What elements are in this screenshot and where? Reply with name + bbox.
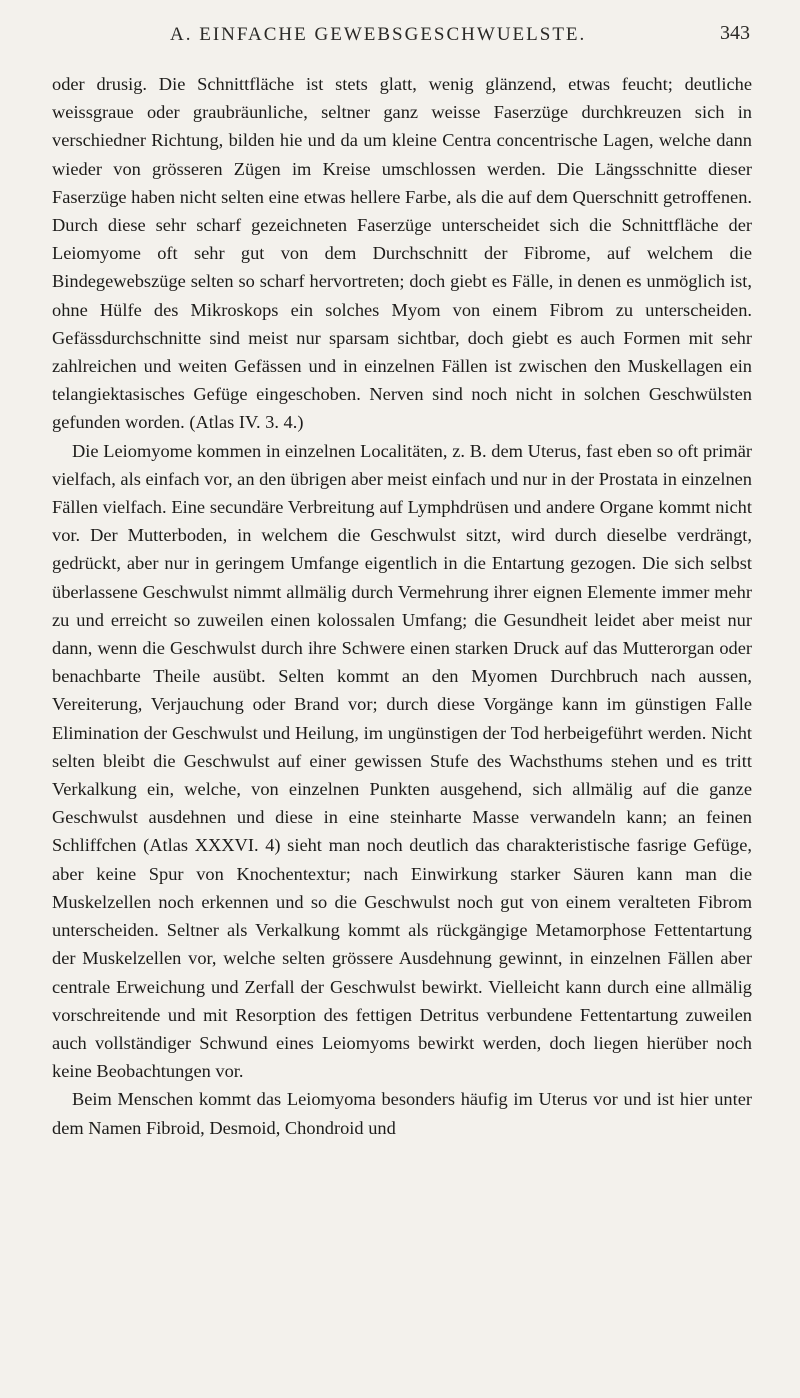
body-text (52, 70, 752, 1142)
paragraph-2: Die Leiomyome kommen in einzelnen Localitäten, z. B. dem Uterus, fast eben so oft primär vielfach, als einfach vor, an den übrigen aber meist einfach und nur in der Prostata in einzelnen Fällen vielfach. Eine secundäre Verbreitung auf Lymphdrüsen und andere Organe kommt nicht vor. Der Mutterboden, in welchem die Geschwulst sitzt, wird durch dieselbe verdrängt, gedrückt, aber nur in geringem Umfange eigentlich in die Entartung gezogen. Die sich selbst überlassene Geschwulst nimmt allmälig durch Vermehrung ihrer eignen Elemente immer mehr zu und erreicht so zuweilen einen kolossalen Umfang; die Gesundheit leidet aber meist nur dann, wenn die Geschwulst durch ihre Schwere einen starken Druck auf das Mutterorgan oder benachbarte Theile ausübt. Selten kommt an den Myomen Durchbruch nach aussen, Vereiterung, Verjauchung oder Brand vor; durch diese Vorgänge kann im günstigen Falle Elimination der Geschwulst und Heilung, im ungünstigen der Tod herbeigeführt werden. Nicht selten bleibt die Geschwulst auf einer gewissen Stufe des Wachsthums stehen und es tritt Verkalkung ein, welche, von einzelnen Punkten ausgehend, sich allmälig auf die ganze Geschwulst ausdehnen und diese in eine steinharte Masse verwandeln kann; an feinen Schliffchen (Atlas XXXVI. 4) sieht man noch deutlich das charakteristische fasrige Gefüge, aber keine Spur von Knochentextur; nach Einwirkung starker Säuren kann man die Muskelzellen noch erkennen und so die Geschwulst noch gut von einem veralteten Fibrom unterscheiden. Seltner als Verkalkung kommt als rückgängige Metamorphose Fettentartung der Muskelzellen vor, welche selten grössere Ausdehnung gewinnt, in einzelnen Fällen aber centrale Erweichung und Zerfall der Geschwulst bewirkt. Vielleicht kann durch eine allmälig vorschreitende und mit Resorption des fettigen Detritus verbundene Fettentartung zuweilen auch vollständiger Schwund eines Leiomyoms bewirkt werden, doch liegen hierüber noch keine Beobachtungen vor. (52, 440, 752, 1082)
paragraph-1: oder drusig. Die Schnittfläche ist stets glatt, wenig glänzend, etwas feucht; deutliche weissgraue oder graubräunliche, seltner ganz weisse Faserzüge durchkreuzen sich in verschiedner Richtung, bilden hie und da um kleine Centra concentrische Lagen, welche dann wieder von grösseren Zügen im Kreise umschlossen werden. Die Längsschnitte dieser Faserzüge haben nicht selten eine etwas hellere Farbe, als die auf dem Querschnitt getroffenen. Durch diese sehr scharf gezeichneten Faserzüge unterscheidet sich die Schnittfläche der Leiomyome oft sehr gut von dem Durchschnitt der Fibrome, auf welchem die Bindegewebszüge selten so scharf hervortreten; doch giebt es Fälle, in denen es unmöglich ist, ohne Hülfe des Mikroskops ein solches Myom von einem Fibrom zu unterscheiden. Gefässdurchschnitte sind meist nur sparsam sichtbar, doch giebt es auch Formen mit sehr zahlreichen und weiten Gefässen und in einzelnen Fällen ist zwischen den Muskellagen ein telangiektasisches Gefüge eingeschoben. Nerven sind noch nicht in solchen Geschwülsten gefunden worden. (Atlas IV. 3. 4.) (52, 74, 752, 433)
paragraph-3: Beim Menschen kommt das Leiomyoma besonders häufig im Uterus vor und ist hier unter dem Namen Fibroid, Desmoid, Chondroid und (52, 1089, 752, 1138)
page-number: 343 (720, 22, 750, 44)
page-header (60, 18, 750, 58)
running-title: A. EINFACHE GEWEBSGESCHWUELSTE. (170, 24, 587, 45)
